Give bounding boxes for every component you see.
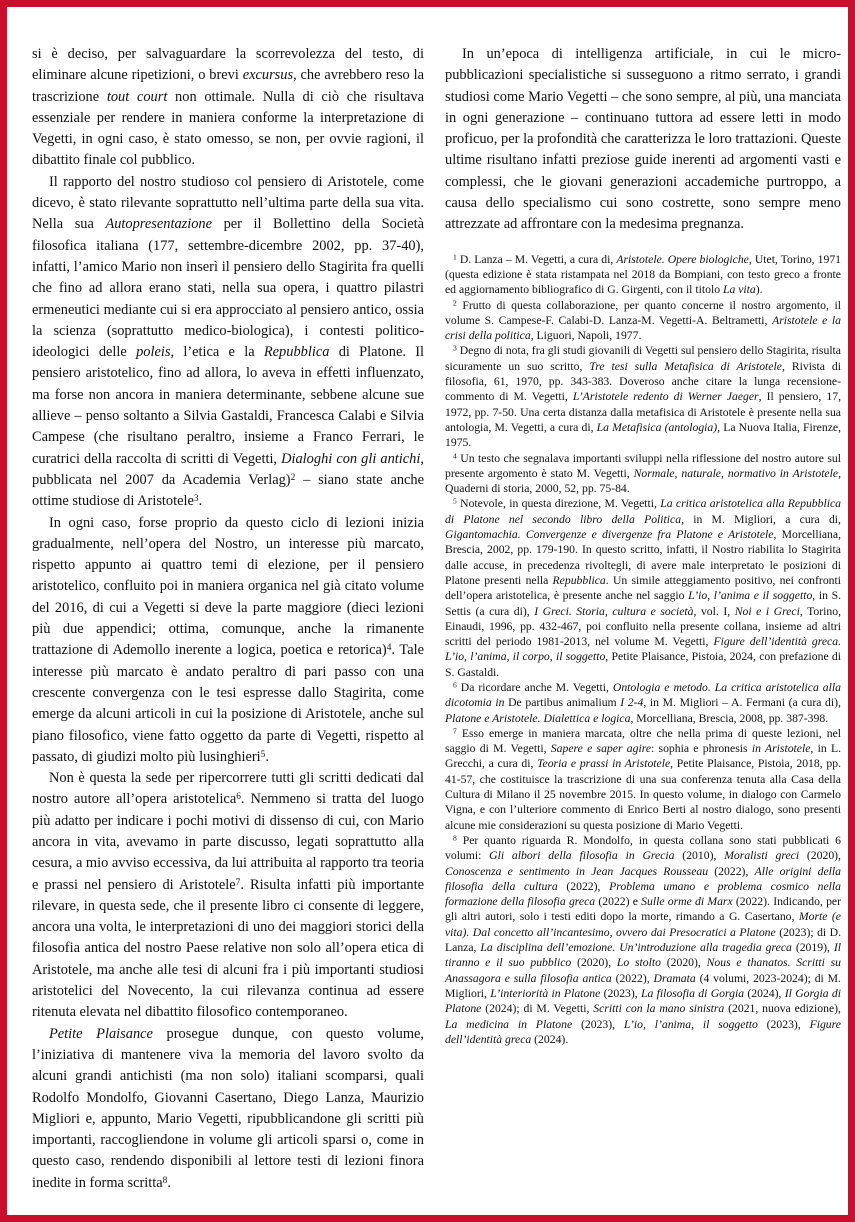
italic-run: I 2-4 [620,696,644,710]
paragraph [32,513,424,769]
footnote-text [445,344,841,449]
text-run: , Torino, Einaudi, 1996, pp. 432-467, poi confluito nella presente collana, insieme ad altri scritti del periodo 1981-2013, nel volume M. Vegetti, [445,604,841,649]
text-run: Notevole, in questa direzione, M. Vegetti, [460,497,661,511]
text-run: Degno di nota, fra gli studi giovanili di Vegetti sul pensiero dello Stagirita, risulta sicuramente un suo scritto, [445,344,841,373]
text-run: Per quanto riguarda R. Mondolfo, in questa collana sono stati pubblicati 6 volumi: [445,833,841,863]
italic-run: Ontologia e metodo. La critica aristotelica alla dicotomia in [445,680,841,710]
text-run: (2022). Indicando, per gli altri autori, solo i testi editi dopo la morte, rimando a G. Casertano, [445,895,841,924]
italic-run: Dialoghi con gli antichi [281,450,421,467]
italic-run: Conoscenza e sentimento in Jean Jacques Rousseau [445,864,709,878]
text-run: (2024); di M. Vegetti, [481,1002,594,1016]
text-run: (2010), [674,849,725,863]
italic-run: La critica aristotelica alla Repubblica di Platone nel secondo libro della Politica [445,497,842,526]
italic-run: Il Gorgia di Platone [445,986,841,1016]
text-run: In ogni caso, forse proprio da questo ciclo di lezioni inizia gradualmente, nell’opera del Nostro, un interesse più marcato, rispetto appunto ai quattro temi di elezione, per il pensiero aristotelico, confluito poi in maniera organica nel già citato volume del 2016, di cui a Vegetti si deve la parte maggiore (dieci lezioni più due appendici; ottima, comunque, anche la rimanente trattazione di Ademollo inerente a logica, poetica e retorica) [32,514,424,659]
italic-run: La disciplina dell’emozione. Un’introduzione alla tragedia greca [480,941,792,955]
text-run: , Quaderni di storia, 2000, 52, pp. 75-84. [445,466,841,496]
text-run: . [198,493,203,510]
italic-run: Sulle orme di Marx [641,895,733,909]
text-run: (2022), [611,971,654,985]
text-run: (2020), [571,956,617,970]
paragraph [32,172,424,513]
text-run: , Liguori, Napoli, 1977. [530,329,642,343]
footnote [445,298,841,344]
text-run: (2020), [660,956,707,970]
text-run: non ottimale. Nulla di ciò che risultava essenziale per rendere in maniera conforme la interpretazione di Vegetti, in ogni caso, è stato omesso, se non, per ovvie ragioni, il dibattito finale col pubblico. [32,88,424,169]
text-run: , Il pensiero, 17, 1972, pp. 7-50. Una certa distanza dalla metafisica di Aristotele è presente nella sua antologia, M. Vegetti, a cura di, [445,390,841,434]
footnote-text [445,299,841,343]
text-run: Esso emerge in maniera marcata, oltre che nella prima di queste lezioni, nel saggio di M. Vegetti, [445,726,842,756]
italic-run: Lo stolto [616,956,661,970]
italic-run: Repubblica [263,344,330,361]
left-column [32,44,424,1194]
text-run: , Petite Plaisance, Pistoia, 2018, pp. 41-57, che costituisce la trascrizione di una sua conferenza tenuta alla Casa della Cultura di Milano il 25 novembre 2015. In questo volume, in dialogo con Carmelo Vigna, e con l’ulteriore commento di Enrico Berti al nostro dialogo, sono presenti alcune mie considerazioni su questa posizione di Mario Vegetti. [445,757,841,832]
italic-run: poleis [136,344,171,361]
italic-run: Problema umano e problema cosmico nella formazione della filosofia greca [445,879,841,909]
text-run: . Risulta infatti più importante rilevare, in questa sede, che il presente libro ci consente di leggere, ancora una volta, le interpretazioni di uno dei maggiori storici della filosofia antica del nostro Paese relative non solo all’opera etica di Aristotele, ma anche alle tesi di alcuni fra i più importanti studiosi aristotelici del Novecento, la cui rilevanza continua ad essere ritenuta elevata nel dibattito filosofico contemporaneo. [32,876,424,1021]
paragraph [32,44,424,172]
footnote-ref: 7 [235,877,241,888]
text-run: , Rivista di filosofia, 61, 1970, pp. 343-383. Doveroso anche citare la lunga recensione-commento di M. Vegetti, [445,359,841,404]
text-run: prosegue dunque, con questo volume, l’iniziativa di mantenere viva la memoria del lavoro svolto da alcuni grandi antichisti (ma non solo) italiani scomparsi, quali Rodolfo Mondolfo, Giovanni Casertano, Diego Lanza, Maurizio Migliori e, appunto, Mario Vegetti, ripubblicandone gli scritti più importanti, raccogliendone in volume gli articoli sparsi o, come in questo caso, rendendo disponibili al lettore testi di lezioni finora inedite in forma scritta [32,1025,424,1191]
italic-run: I Greci. Storia, cultura e società [534,604,694,618]
footnote-ref: 6 [236,792,241,803]
footnote-number: 2 [453,298,457,308]
text-run: ). [755,283,763,297]
italic-run: Gli albori della filosofia in Grecia [489,849,675,863]
italic-run: La filosofia di Gorgia [641,986,745,1000]
footnote [445,451,841,497]
italic-run: La Metafisica (antologia) [596,420,718,434]
italic-run: Aristotele e la crisi della politica [445,313,841,343]
italic-run: Normale, naturale, normativo in Aristotele [633,466,839,480]
text-run: . [265,748,269,765]
italic-run: La medicina in Platone [445,1017,573,1031]
text-run: D. Lanza – M. Vegetti, a cura di, [459,252,617,266]
italic-run: L’interiorità in Platone [490,986,601,1000]
paragraph [32,1024,424,1194]
footnote-number: 4 [453,451,457,461]
italic-run: Tre tesi sulla Metafisica di Aristotele [589,359,782,373]
footnote-text [445,834,841,1046]
italic-run: Alle origini della filosofia della cultura [445,864,841,893]
text-run: (2019), [791,941,834,955]
italic-run: L’Aristotele redento di Werner Jaeger [572,390,759,404]
text-run: . Un simile atteggiamento positivo, nei confronti dell’opera aristotelica, è presente anche nel saggio [445,573,841,603]
text-run: , Morcelliana, Brescia, 2002, pp. 179-190. In questo scritto, infatti, il Nostro riabilita lo Stagirita dalle accuse, in precedenza rivoltegli, di avere male interpretato le posizioni di Platone presenti nella [445,528,842,587]
text-run: si è deciso, per salvaguardare la scorrevolezza del testo, di eliminare alcune ripetizioni, o brevi [32,46,424,84]
paragraph [32,768,424,1024]
italic-run: Platone e Aristotele. Dialettica e logica [445,711,631,725]
footnote [445,680,841,726]
footnote-text [445,727,841,832]
text-run: , Petite Plaisance, Pistoia, 2024, con prefazione di S. Gastaldi. [445,650,841,679]
text-run: (2022), [708,864,755,878]
text-run: (2021, nuova edizione), [724,1002,841,1016]
italic-run: tout court [106,88,168,105]
footnote [445,496,841,680]
footnote [445,343,841,450]
text-run: , pubblicata nel 2007 da Academia Verlag) [32,450,424,488]
text-run: di Platone. Il pensiero aristotelico, fino ad allora, lo aveva in effetti influenzato, ma forse non ancora in maniera determinante, sebbene alcune sue allieve – penso soltanto a Silvia Gastaldi, Francesca Calabi e Silvia Campese (che risultano peraltro, insieme a Franco Ferrari, le curatrici della raccolta di scritti di Vegetti, [32,344,424,467]
italic-run: Figure dell’identità greca [445,1017,841,1046]
footnote [445,726,841,833]
text-run: . Nemmeno si tratta del luogo più adatto per indicare i pochi motivi di dissenso di cui, con Mario ancora in vita, avevamo in parte discusso, legati soprattutto alla cesura, a mio avviso eccessiva, da lui attribuita al rapporto tra teoria e prassi nel pensiero di Aristotele [32,791,424,893]
footnote-number: 1 [453,252,457,262]
text-run: (2023), [572,1017,624,1031]
text-run: , in L. Grecchi, a cura di, [445,742,842,771]
text-run: , Utet, Torino, 1971 (questa edizione è stata ristampata nel 2018 da Bompiani, con testo greco a fronte ed aggiornamento bibliografico di G. Girgenti, con il titolo [445,252,842,297]
text-run: (2024). [531,1032,569,1046]
text-run: , vol. I, [693,604,735,618]
italic-run: L’io, l’anima, il soggetto [623,1017,758,1031]
italic-run: Morte (e vita). Dal concetto all’incantesimo, ovvero dai Presocratici a Platone [445,910,841,939]
text-run: – siano state anche ottime studiose di Aristotele [32,471,424,510]
italic-run: Autopresentazione [105,216,213,233]
text-run: per il Bollettino della Società filosofica italiana (177, settembre-dicembre 2002, pp. 37-40), infatti, l’amico Mario non inserì il pensiero dello Stagirita fra quelli che fino ad allora erano stati, nella sua opera, i quattro pilastri ermeneutici mediante cui si era approcciato al pensiero antico, ossia la scienza (soprattutto medico-biologica), i contesti politico-ideologici delle [32,216,424,361]
text-run: , in M. Migliori – A. Fermani (a cura di), [643,696,841,710]
footnote-text [445,681,841,725]
italic-run: Nous e thanatos. Scritti su Anassagora e sulla filosofia antica [445,956,841,985]
text-run: , in M. Migliori, a cura di, [681,512,841,526]
footnote-ref: 8 [162,1175,168,1186]
text-run: , La Nuova Italia, Firenze, 1975. [445,420,841,450]
text-run: , l’etica e la [170,344,264,361]
footnote-ref: 4 [386,643,392,654]
italic-run: Teoria e prassi in Aristotele [537,757,671,771]
footnote-number: 7 [453,726,457,736]
italic-run: in Aristotele [751,742,811,756]
text-run: (2024), [744,986,785,1000]
footnote-ref: 2 [290,472,296,483]
italic-run: Noi e i Greci [734,604,800,618]
text-run: : sophia e phronesis [651,742,752,756]
italic-run: excursus [242,67,294,84]
italic-run: Gigantomachia. Convergenze e divergenze fra Platone e Aristotele [445,528,774,542]
italic-run: Sapere e saper agire [550,742,652,756]
footnote-number: 5 [453,497,457,506]
footnote-text [445,452,841,496]
text-run: (2023), [757,1017,810,1031]
text-run: . [167,1174,171,1191]
text-run: (2022), [557,879,610,893]
footnote-number: 3 [453,344,457,354]
italic-run: Il tiranno e il suo pubblico [445,941,841,970]
italic-run: Repubblica [552,573,606,587]
footnote-number: 6 [453,680,457,690]
text-run: , che avrebbero reso la trascrizione [32,67,424,105]
text-run: , Morcelliana, Brescia, 2008, pp. 387-398. [630,711,829,725]
text-run: (2023), [600,986,642,1000]
italic-run: Figure dell’identità greca. L’io, l’anima, il corpo, il soggetto [445,635,841,664]
text-run: De partibus animalium [504,696,621,710]
text-run: (2022) e [595,895,642,909]
text-run: Non è questa la sede per ripercorrere tutti gli scritti dedicati dal nostro autore all’opera aristotelica [32,770,424,808]
italic-run: Moralisti greci [724,849,800,863]
footnote-number: 8 [453,833,457,843]
italic-run: L’io, l’anima e il soggetto [688,589,813,603]
text-run: Il rapporto del nostro studioso col pensiero di Aristotele, come dicevo, è stato rilevante soprattutto nell’ultima parte della sua vita. Nella sua [32,173,424,233]
text-run: Da ricordare anche M. Vegetti, [460,680,613,694]
footnote-text [445,497,841,678]
italic-run: Petite Plaisance [49,1025,153,1042]
text-run: (2023); di D. Lanza, [445,925,841,955]
text-run: Un testo che segnalava importanti sviluppi nella riflessione del nostro autore sul presente argomento è stato M. Vegetti, [445,451,842,480]
text-run: In un’epoca di intelligenza artificiale, in cui le micro-pubblicazioni specialistiche si susseguono a ritmo serrato, i grandi studiosi come Mario Vegetti – che sono sempre, al più, una manciata in ogni generazione – continuano tuttora ad essere letti in modo proficuo, per la profondità che caratterizza le loro trattazioni. Queste ultime risultano infatti preziose guide inerenti ad argomenti vasti e complessi, che le giovani generazioni accademiche purtroppo, a causa dello specialismo cui sono costrette, sono sempre meno attrezzate ad affrontare con la medesima pregnanza. [445,46,841,233]
footnote [445,252,841,298]
text-run: Frutto di questa collaborazione, per quanto concerne il nostro argomento, il volume S. Campese-F. Calabi-D. Lanza-M. Vegetti-A. Beltrametti, [445,298,841,327]
right-column [445,44,841,1047]
italic-run: La vita [722,283,756,297]
text-run: , in S. Settis (a cura di), [445,589,841,618]
text-run: (4 volumi, 2023-2024); di M. Migliori, [445,971,841,1000]
italic-run: Dramata [653,971,696,985]
footnote-ref: 3 [193,494,199,505]
footnotes [445,252,841,1047]
footnote-ref: 5 [260,749,266,760]
italic-run: Scritti con la mano sinistra [593,1002,725,1016]
footnote-text [445,253,841,297]
italic-run: Aristotele. Opere biologiche [616,252,749,266]
text-run: (2020), [799,849,841,863]
text-run: . Tale interesse più marcato è andato peraltro di pari passo con una crescente convergenza con le tesi espresse dallo Stagirita, come emerge da alcuni articoli in cui la posizione di Aristotele, anche sul piano filosofico, viene fatto oggetto da parte di Vegetti, rispetto al passato, di giudizi molto più lusinghieri [32,642,424,765]
paragraph [445,44,841,236]
footnote [445,833,841,1047]
